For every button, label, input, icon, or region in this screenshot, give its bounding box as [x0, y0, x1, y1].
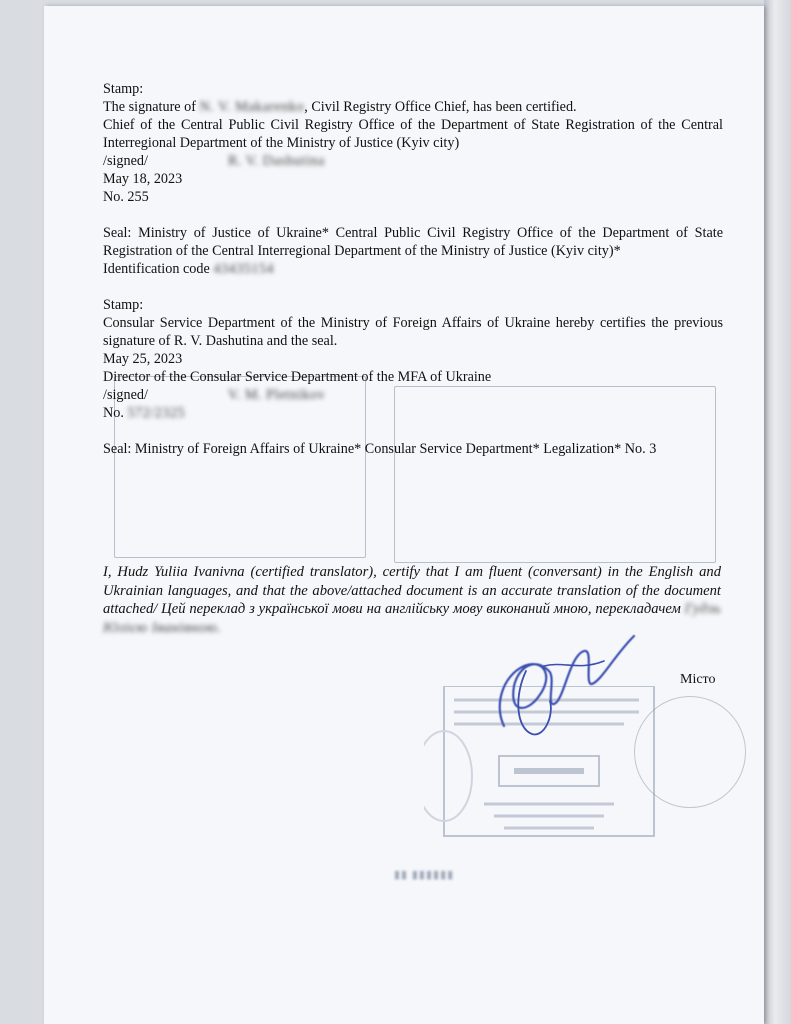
redacted-translator-name: Гудзь Юлією Іванівною.: [103, 601, 721, 636]
stamp1-date: May 18, 2023: [103, 171, 183, 187]
translator-certification: I, Hudz Yuliia Ivanivna (certified translator), certify that I am fluent (conversant) in the English and Ukrainian languages, and that the above/attached document is an accurate translation of the document attached/ Цей переклад з української мови на англійську мову виконаний мною, перекладачем Гудзь Юлією Іванівною.: [103, 564, 721, 636]
stamp2-date: May 25, 2023: [103, 351, 183, 367]
redacted-name-dashutina: R. V. Dashutina: [227, 153, 325, 169]
stamp2-heading: Stamp:: [103, 297, 144, 313]
stamp1-number: No. 255: [103, 189, 149, 205]
seal1-id: Identification code 43435154: [103, 261, 275, 277]
redacted-id-code: 43435154: [213, 261, 275, 277]
stamp1-line1: The signature of N. V. Makarenko, Civil Registry Office Chief, has been certified.: [103, 99, 577, 115]
misto-label: Місто: [680, 672, 716, 687]
seal2-text: Seal: Ministry of Foreign Affairs of Ukraine* Consular Service Department* Legalization* No. 3: [103, 441, 657, 457]
document-page: [44, 6, 764, 1024]
seal1-text: Seal: Ministry of Justice of Ukraine* Central Public Civil Registry Office of the Department of State Registration of the Central Interregional Department of the Ministry of Justice (Kyiv city)*: [103, 225, 723, 259]
stamp1-line2: Chief of the Central Public Civil Registry Office of the Department of State Registration of the Central Interregional Department of the Ministry of Justice (Kyiv city): [103, 117, 723, 151]
stamp2-number: No. 572/2325: [103, 405, 186, 421]
redacted-number: 572/2325: [127, 405, 186, 421]
stamp1-signed: /signed/ R. V. Dashutina: [103, 153, 325, 169]
stamp2-director: Director of the Consular Service Department of the MFA of Ukraine: [103, 369, 492, 385]
stamp1-heading: Stamp:: [103, 81, 144, 97]
translation-body: [103, 80, 723, 458]
redacted-name-makarenko: N. V. Makarenko: [199, 99, 305, 115]
stamp2-text: Consular Service Department of the Ministry of Foreign Affairs of Ukraine hereby certifies the previous signature of R. V. Dashutina and the seal.: [103, 315, 723, 349]
faded-registration-number: ▮▮ ▮▮▮▮▮▮: [394, 869, 455, 881]
redacted-name-pletnikov: V. M. Pletnikov: [227, 387, 326, 403]
page-edge: [764, 0, 791, 1024]
stamp2-signed: /signed/ V. M. Pletnikov: [103, 387, 326, 403]
